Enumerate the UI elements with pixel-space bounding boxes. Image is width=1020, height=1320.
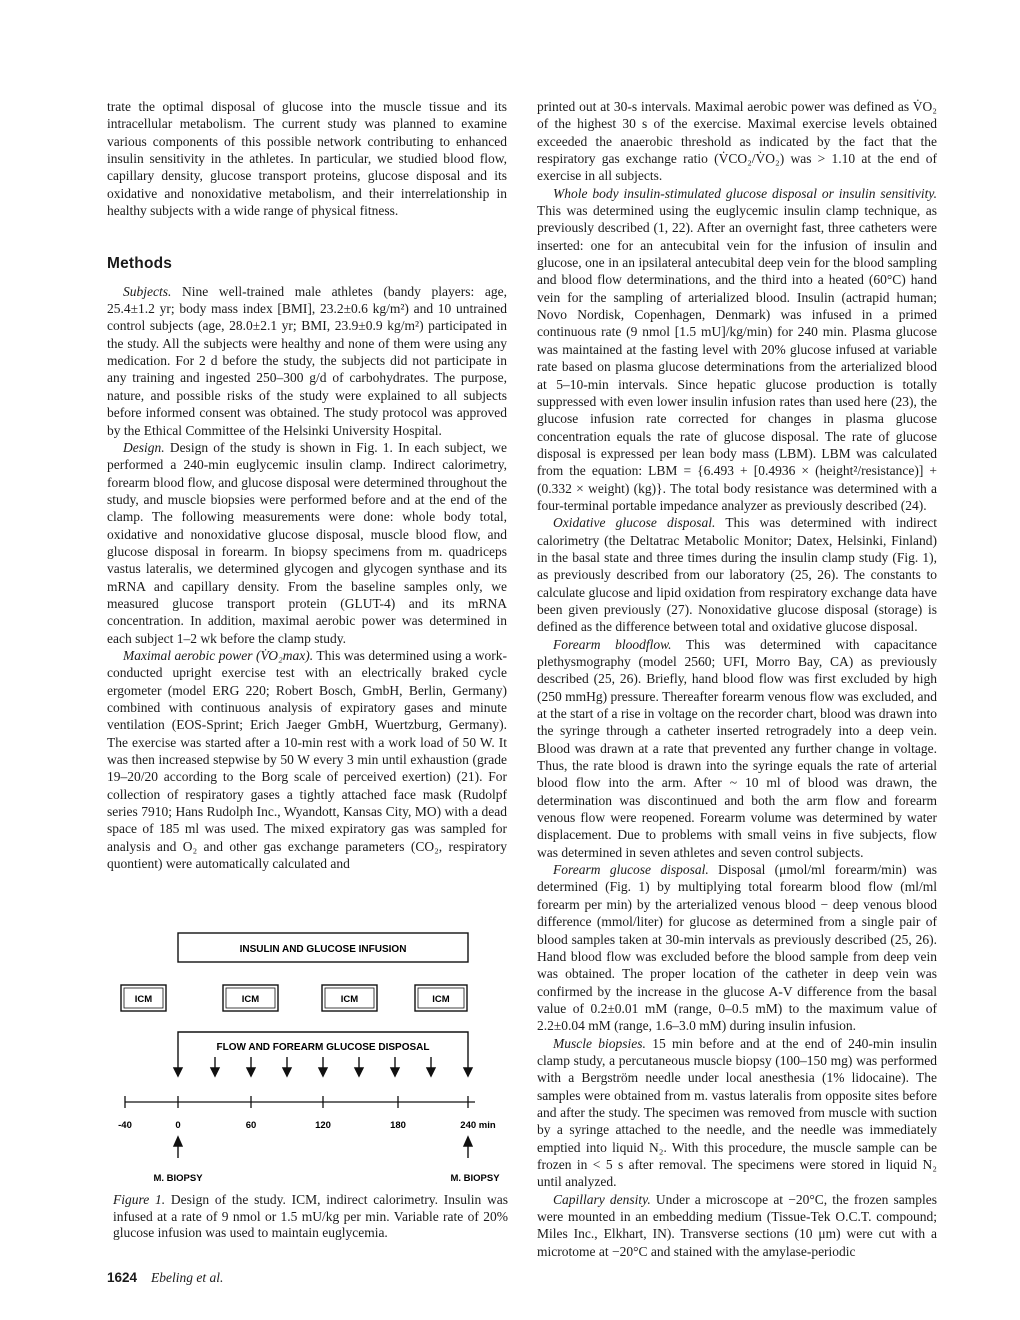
wholebody-lead: Whole body insulin-stimulated glucose disposal or insulin sensitivity. <box>553 185 937 201</box>
biopsy-arrow-right <box>464 1137 472 1158</box>
tick-label: 120 <box>315 1120 331 1131</box>
intro-paragraph: trate the optimal disposal of glucose into the muscle tissue and its intracellular metabolism. The current study was planned to examine various components of this possible network contributing to enhanced insulin sensitivity in the athletes. In particular, we studied blood flow, capillary density, glucose transport proteins, glucose disposal and its oxidative and nonoxidative metabolism, and their interrelationship in healthy subjects with a wide range of physical fitness. <box>107 99 507 219</box>
tick-label: 180 <box>390 1120 406 1131</box>
caption-lead: Figure 1. <box>113 1192 166 1207</box>
biopsy-lead: Muscle biopsies. <box>553 1035 646 1051</box>
tick-label: -40 <box>118 1120 132 1131</box>
maxpower-lead: Maximal aerobic power (V̇O₂max). <box>123 647 314 663</box>
icm-box-4 <box>415 985 467 1011</box>
flow-arrows <box>174 1057 472 1076</box>
page-footer <box>107 1270 223 1286</box>
subjects-text: Nine well-trained male athletes (bandy players: age, 25.4±1.2 yr; body mass index [BMI], 23.2±0.6 kg/m²) and 10 untrained control subjects (age, 28.0±2.1 yr; BMI, 23.9±0.9 kg/m²) participated in the study. All the subjects were healthy and none of them were using any medication. For 2 d before the study, the subjects did not participate in any training and ingested 250–300 g/d of carbohydrates. The purpose, nature, and possible risks of the study were explained to all subjects before informed consent was obtained. The study protocol was approved by the Ethical Committee of the Helsinki University Hospital. <box>107 283 507 438</box>
wholebody-paragraph <box>537 185 937 515</box>
wholebody-text: This was determined using the euglycemic insulin clamp technique, as previously described (1, 22). After an overnight fast, three catheters were inserted: one for an antecubital vein for the infusion of insulin and glucose, one in an ipsilateral antecubital deep vein for the blood sampling and blood flow determinations, and the third into a heated (60°C) hand vein for the sampling of arterialized blood. Insulin (actrapid human; Novo Nordisk, Copenhagen, Denmark) was infused in a primed continuous rate (9 nmol [1.5 mU]/kg/min) for 240 min. Plasma glucose was maintained at the fasting level with 20% glucose infused at variable rate based on plasma glucose determinations from the arterialized blood at 5–10-min intervals. Since hepatic glucose production is totally suppressed with even lower insulin infusion rates than used here (23), the glucose infusion rate corrected for changes in plasma glucose concentration equals the rate of glucose disposal. The rate of glucose disposal is expressed per lean body mass (LBM). LBM was calculated from the equation: LBM = {6.493 + [0.4936 × (height²/resistance)] + (0.332 × weight) (kg)}. The total body resistance was determined with a four-terminal portable impedance analyzer as previously described (24). <box>537 203 937 513</box>
maxpower-paragraph <box>107 647 507 872</box>
design-paragraph <box>107 439 507 647</box>
subjects-lead: Subjects. <box>123 283 172 299</box>
forearm-glucose-paragraph <box>537 861 937 1034</box>
icm-box-2 <box>223 985 278 1011</box>
icm-label: ICM <box>432 994 450 1005</box>
icm-box-1 <box>121 985 166 1011</box>
design-text: Design of the study is shown in Fig. 1. In each subject, we performed a 240-min euglycemic insulin clamp. Indirect calorimetry, forearm blood flow, and glucose disposal were determined throughout the study, and muscle biopsies were performed before and at the end of the clamp. The following measurements were done: whole body total, oxidative and nonoxidative glucose disposal, muscle blood flow, and glucose disposal in forearm. In biopsy specimens from m. quadriceps vastus lateralis, we determined glycogen and glycogen synthase and its mRNA and capillary density. From the baseline samples only, we measured glucose transport protein (GLUT-4) and its mRNA concentration. In addition, maximal aerobic power was determined in each subject 1–2 wk before the clamp study. <box>107 439 507 646</box>
biopsy-label-left: M. BIOPSY <box>153 1173 203 1184</box>
figure-caption <box>113 1192 508 1242</box>
continuation-paragraph: printed out at 30-s intervals. Maximal aerobic power was defined as V̇O₂ of the highest 30 s of the exercise. Maximal exercise levels obtained exceeded the anaerobic threshold as indicated by the fact that the respiratory gas exchange ratio (V̇CO₂/V̇O₂) was > 1.10 at the end of exercise in all subjects. <box>537 99 937 184</box>
biopsy-paragraph <box>537 1035 937 1191</box>
methods-heading: Methods <box>107 255 173 273</box>
biopsy-text: 15 min before and at the end of 240-min insulin clamp study, a percutaneous muscle biopsy (100–150 mg) was performed with a Bergström needle under local anesthesia (1% lidocaine). The samples were obtained from m. vastus lateralis from opposite sites before and after the study. The specimen was removed from muscle with suction by a syringe attached to the needle, and the needle was immediately emptied into liquid N₂. With this procedure, the muscle sample can be frozen in < 5 s after removal. The specimens were stored in liquid N₂ until analyzed. <box>537 1035 937 1190</box>
icm-box-3 <box>322 985 377 1011</box>
capillary-text: Under a microscope at −20°C, the frozen samples were mounted in an embedding medium (Tissue-Tek O.C.T. compound; Miles Inc., Elkhart, IN). Transverse sections (10 μm) were cut with a microtome at −20°C and stained with the amylase-periodic <box>537 1191 937 1259</box>
page-number: 1624 <box>107 1270 138 1285</box>
forearm-glucose-lead: Forearm glucose disposal. <box>553 862 709 878</box>
icm-label: ICM <box>241 994 260 1005</box>
left-column <box>107 98 507 872</box>
icm-label: ICM <box>134 994 153 1005</box>
capillary-lead: Capillary density. <box>553 1191 651 1207</box>
design-lead: Design. <box>123 439 165 455</box>
infusion-label: INSULIN AND GLUCOSE INFUSION <box>239 944 407 955</box>
forearm-glucose-text: Disposal (μmol/ml forearm/min) was determined (Fig. 1) by multiplying total forearm blood flow (ml/ml forearm per min) by the arterialized venous blood − deep venous blood difference (mmol/liter) for glucose as determined from a single pair of blood samples taken at 30-min intervals as previously described (25, 26). Hand blood flow was excluded before the blood sample from deep vein was obtained. The proper location of the catheter in deep vein was confirmed by the increase in the glucose A-V difference from the basal value of 0.2±0.01 mM (range, 0–0.5 mM) to the maximum value of 2.2±0.04 mM (range, 1.6–3.0 mM) during insulin infusion. <box>537 862 937 1034</box>
caption-text: Design of the study. ICM, indirect calorimetry. Insulin was infused at a rate of 9 nmol or 1.5 mU/kg per min. Variable rate of 20% glucose infusion was used to maintain euglycemia. <box>113 1192 508 1240</box>
study-design-diagram <box>113 930 513 1190</box>
biopsy-label-right: M. BIOPSY <box>450 1173 500 1184</box>
tick-label: 60 <box>245 1120 257 1131</box>
biopsy-arrow-left <box>174 1137 182 1158</box>
oxidative-lead: Oxidative glucose disposal. <box>553 515 716 531</box>
oxidative-paragraph <box>537 514 937 635</box>
flow-label: FLOW AND FOREARM GLUCOSE DISPOSAL <box>216 1042 430 1053</box>
right-column <box>537 98 937 1260</box>
figure-1 <box>113 930 513 1190</box>
maxpower-text: This was determined using a work-conducted upright exercise test with an electrically braked cycle ergometer (model ERG 220; Robert Bosch, GmbH, Berlin, Germany) combined with continuous analysis of expiratory gases and minute ventilation (EOS-Sprint; Erich Jaeger GmbH, Wuertzburg, Germany). The exercise was started after a 10-min rest with a work load of 50 W. It was then increased stepwise by 50 W every 3 min until exhaustion (grade 19–20/20 according to the Borg scale of perceived exertion) (21). For collection of respiratory gases a tightly attached face mask (Rudolpf series 7910; Hans Rudolph Inc., Wyandott, Kansas City, MO) with a dead space of 185 ml was used. The mixed expiratory gas was sampled for analysis and O₂ and other gas exchange parameters (CO₂, respiratory quontient) were automatically calculated and <box>107 647 507 872</box>
tick-label: 0 <box>175 1120 181 1131</box>
capillary-paragraph <box>537 1191 937 1260</box>
oxidative-text: This was determined with indirect calorimetry (the Deltatrac Metabolic Monitor; Datex, Helsinki, Finland) in the basal state and three times during the insulin clamp study (Fig. 1), as previously described from our laboratory (25, 26). The constants to calculate glucose and lipid oxidation from respiratory exchange data have been given previously (27). Nonoxidative glucose disposal (storage) is defined as the difference between total and oxidative glucose disposal. <box>537 515 937 635</box>
icm-label: ICM <box>340 994 359 1005</box>
tick-label: 240 min <box>460 1120 496 1131</box>
subjects-paragraph <box>107 283 507 439</box>
running-authors: Ebeling et al. <box>151 1270 224 1285</box>
forearm-flow-paragraph <box>537 636 937 861</box>
forearm-flow-text: This was determined with capacitance plethysmography (model 2560; UFI, Morro Bay, CA) as previously described (25, 26). Briefly, hand blood flow was first excluded by high (250 mmHg) pressure. Thereafter forearm venous flow was excluded, and at the start of a rise in voltage on the recorder chart, blood was drawn into the syringe through a catheter inserted retrogradely into a deep vein. Blood was drawn at a rate that prevented any further change in voltage. Thus, the rate blood is drawn into the syringe equals the rate of arterial blood flow into the arm. After ~ 10 ml of blood was drawn, the determination was discontinued and both the arm flow and forearm venous flow were reopened. Forearm volume was determined by water displacement. Due to problems with small veins in five subjects, flow was determined in seven athletes and seven control subjects. <box>537 636 938 860</box>
forearm-flow-lead: Forearm bloodflow. <box>553 636 672 652</box>
